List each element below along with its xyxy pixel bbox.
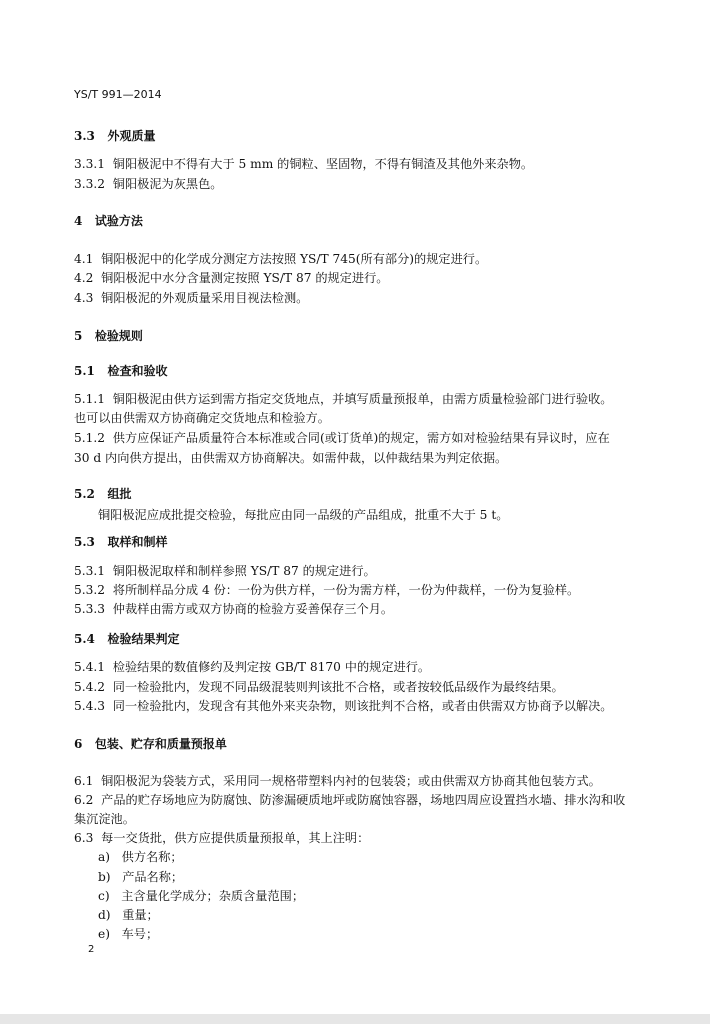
clause-text: 检验结果的数值修约及判定按 GB/T 8170 中的规定进行。 [112, 660, 431, 674]
clause-text: 铜阳极泥中的化学成分测定方法按照 YS/T 745(所有部分)的规定进行。 [101, 252, 488, 266]
clause-5-3-3 [74, 601, 393, 617]
clause-number: 5.3.2 [74, 583, 106, 597]
clause-number: 6.2 [74, 793, 94, 807]
clause-text: 铜阳极泥中不得有大于 5 mm 的铜粒、坚固物，不得有铜渣及其他外来杂物。 [112, 157, 534, 171]
section-title: 检验规则 [94, 329, 143, 343]
clause-number: 4.3 [74, 291, 94, 305]
clause-number: 5.4.3 [74, 699, 106, 713]
section-number: 3.3 [74, 129, 95, 143]
clause-number: 6.3 [74, 831, 94, 845]
clause-text: 产品的贮存场地应为防腐蚀、防渗漏硬质地坪或防腐蚀容器，场地四周应设置挡水墙、排水沟和收 [101, 793, 626, 807]
list-text: 供方名称； [121, 850, 183, 864]
section-heading-3-3 [74, 128, 155, 144]
list-text: 产品名称； [122, 870, 184, 884]
section-title: 试验方法 [94, 214, 143, 228]
clause-5-1-1 [74, 391, 612, 407]
list-text: 重量； [122, 908, 159, 922]
standard-code: YS/T 991—2014 [74, 88, 162, 101]
section-title: 外观质量 [107, 129, 156, 143]
clause-5-4-1 [74, 659, 430, 675]
section-title: 检验结果判定 [107, 632, 180, 646]
clause-number: 5.3.1 [74, 564, 106, 578]
list-text: 主含量化学成分；杂质含量范围； [121, 889, 305, 903]
section-heading-5-4 [74, 631, 179, 647]
clause-text: 铜阳极泥由供方运到需方指定交货地点，并填写质量预报单，由需方质量检验部门进行验收。 [112, 392, 613, 406]
clause-number: 5.1.2 [74, 431, 106, 445]
section-heading-5-1 [74, 363, 167, 379]
section-heading-5-2 [74, 486, 131, 502]
section-title: 取样和制样 [107, 535, 168, 549]
section-number: 5.4 [74, 632, 95, 646]
section-number: 5.3 [74, 535, 95, 549]
clause-text: 同一检验批内，发现不同品级混装则判该批不合格，或者按较低品级作为最终结果。 [112, 680, 564, 694]
list-item [98, 888, 304, 904]
list-item [98, 926, 158, 942]
clause-number: 5.1.1 [74, 392, 106, 406]
clause-5-4-3 [74, 698, 612, 714]
list-item [98, 907, 159, 923]
list-marker: d) [98, 908, 111, 922]
section-number: 6 [74, 737, 83, 751]
section-number: 5.2 [74, 487, 95, 501]
list-marker: a) [98, 850, 111, 864]
section-title: 组批 [107, 487, 132, 501]
clause-text: 仲裁样由需方或双方协商的检验方妥善保存三个月。 [112, 602, 394, 616]
clause-5-3-1 [74, 563, 376, 579]
bottom-edge [0, 1014, 710, 1024]
clause-number: 3.3.1 [74, 157, 106, 171]
clause-5-1-2-continuation: 30 d 内向供方提出，由供需双方协商解决。如需仲裁，以仲裁结果为判定依据。 [74, 451, 508, 465]
clause-text: 将所制样品分成 4 份：一份为供方样，一份为需方样，一份为仲裁样，一份为复验样。 [112, 583, 580, 597]
clause-text: 同一检验批内，发现含有其他外来夹杂物，则该批判不合格，或者由供需双方协商予以解决。 [112, 699, 613, 713]
clause-3-3-2 [74, 176, 222, 192]
clause-5-2-text: 铜阳极泥应成批提交检验，每批应由同一品级的产品组成，批重不大于 5 t。 [98, 508, 509, 522]
clause-text: 铜阳极泥为灰黑色。 [112, 177, 223, 191]
clause-text: 铜阳极泥取样和制样参照 YS/T 87 的规定进行。 [112, 564, 376, 578]
list-item [98, 849, 183, 865]
clause-number: 5.4.2 [74, 680, 106, 694]
clause-6-3 [74, 830, 369, 846]
section-heading-5-3 [74, 534, 167, 550]
list-text: 车号； [121, 927, 159, 941]
clause-5-1-1-continuation: 也可以由供需双方协商确定交货地点和检验方。 [74, 411, 330, 425]
clause-6-2 [74, 792, 625, 808]
clause-3-3-1 [74, 156, 533, 172]
section-number: 5.1 [74, 364, 95, 378]
clause-number: 4.2 [74, 271, 94, 285]
section-title: 检查和验收 [107, 364, 168, 378]
list-marker: e) [98, 927, 110, 941]
list-item [98, 869, 183, 885]
clause-number: 5.4.1 [74, 660, 106, 674]
section-number: 4 [74, 214, 83, 228]
clause-number: 4.1 [74, 252, 94, 266]
clause-text: 每一交货批，供方应提供质量预报单，其上注明： [101, 831, 370, 845]
clause-5-1-2 [74, 430, 610, 446]
page-number: 2 [88, 944, 95, 955]
clause-4-1 [74, 251, 487, 267]
section-heading-4 [74, 213, 143, 229]
clause-6-2-continuation: 集沉淀池。 [74, 812, 135, 826]
clause-4-3 [74, 290, 308, 306]
clause-5-4-2 [74, 679, 564, 695]
clause-text: 供方应保证产品质量符合本标准或合同(或订货单)的规定，需方如对检验结果有异议时，应在 [112, 431, 610, 445]
clause-text: 铜阳极泥为袋装方式，采用同一规格带塑料内衬的包装袋；或由供需双方协商其他包装方式。 [101, 774, 601, 788]
section-heading-6 [74, 736, 227, 752]
section-heading-5 [74, 328, 143, 344]
clause-6-1 [74, 773, 601, 789]
list-marker: b) [98, 870, 111, 884]
clause-number: 6.1 [74, 774, 94, 788]
clause-number: 5.3.3 [74, 602, 106, 616]
clause-text: 铜阳极泥中水分含量测定按照 YS/T 87 的规定进行。 [101, 271, 389, 285]
section-title: 包装、贮存和质量预报单 [94, 737, 227, 751]
clause-text: 铜阳极泥的外观质量采用目视法检测。 [101, 291, 309, 305]
list-marker: c) [98, 889, 110, 903]
clause-5-3-2 [74, 582, 579, 598]
clause-number: 3.3.2 [74, 177, 106, 191]
section-number: 5 [74, 329, 83, 343]
clause-4-2 [74, 270, 388, 286]
